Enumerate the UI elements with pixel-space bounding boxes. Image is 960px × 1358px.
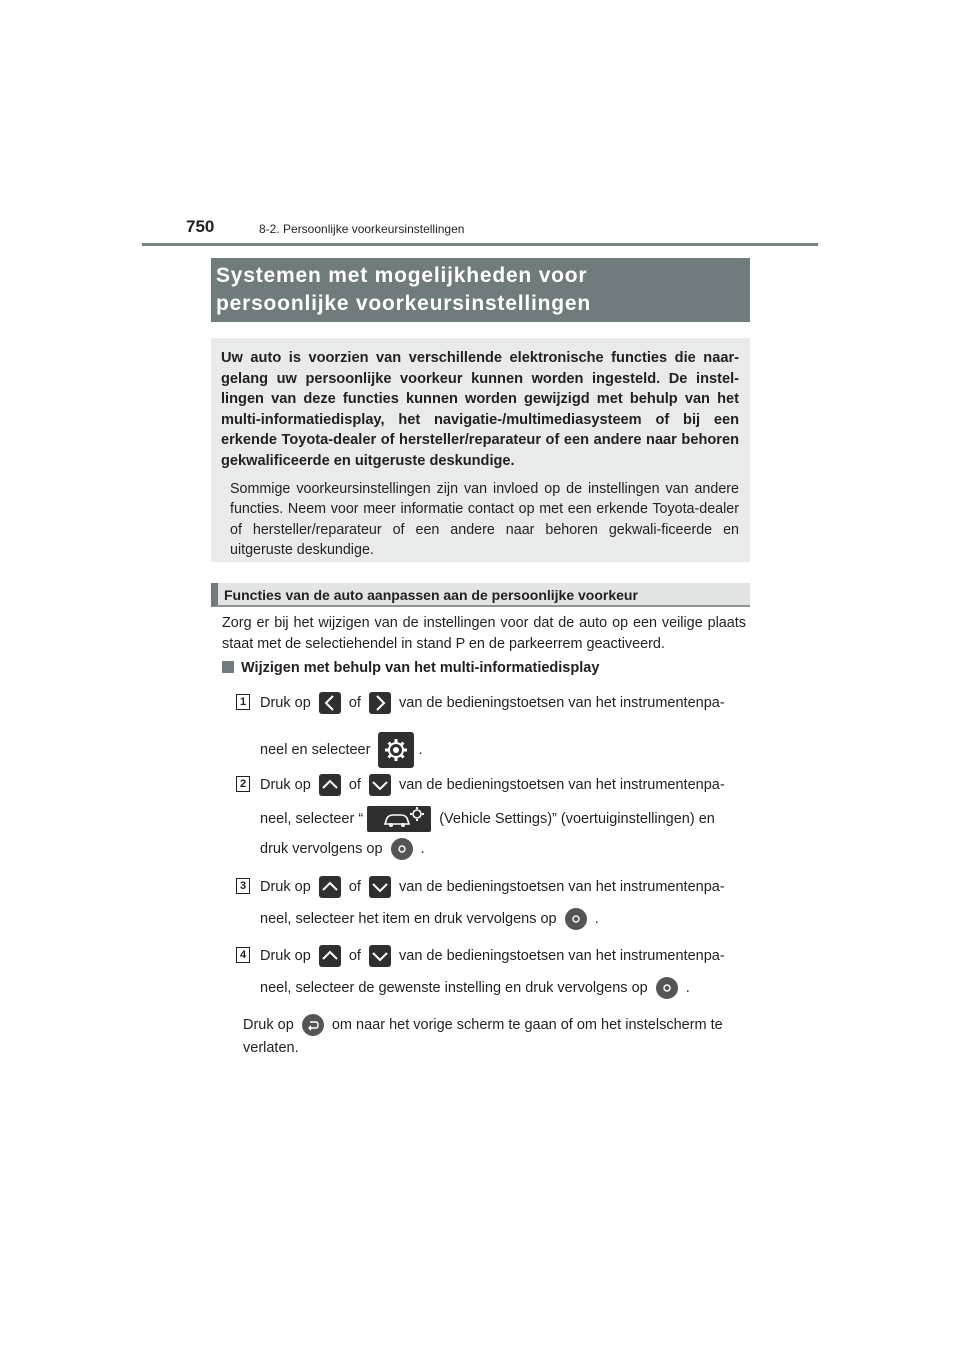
- step-4-text-b: of: [348, 947, 361, 964]
- step-1-text-c: van de bedieningstoetsen van het instrumentenpa-: [399, 694, 725, 711]
- closing-line-2: verlaten.: [243, 1040, 299, 1056]
- page-number: 750: [186, 217, 215, 236]
- step-1-text-a: Druk op: [260, 694, 311, 711]
- step-3-text-d: neel, selecteer het item en druk vervolgens op: [260, 910, 557, 927]
- intro-box: [211, 338, 750, 562]
- intro-bold-text: Uw auto is voorzien van verschillende elektronische functies die naar-gelang uw persoonlijke voorkeur kunnen worden ingesteld. De instel-lingen van deze functies kunnen worden gewijzigd met behulp van het multi-informatiedisplay, het navigatie-/multimediasysteem of bij een erkende Toyota-dealer of hersteller/reparateur of een andere naar behoren gekwalificeerde en uitgeruste deskundige.: [221, 350, 739, 469]
- header-rule: [142, 243, 818, 246]
- page-title-line-2: persoonlijke voorkeursinstellingen: [216, 292, 591, 315]
- chevron-up-icon: [319, 945, 341, 967]
- closing-text-a: Druk op: [243, 1016, 294, 1033]
- settings-gear-icon: [378, 732, 414, 768]
- step-number-4: 4: [236, 947, 250, 963]
- chevron-up-icon: [319, 876, 341, 898]
- step-4-line-2: [260, 977, 690, 999]
- bullet-square-icon: [222, 661, 234, 673]
- step-2-line-2: [260, 806, 715, 832]
- step-1-line-2: [260, 732, 423, 768]
- step-3-text-a: Druk op: [260, 878, 311, 895]
- step-number-1: 1: [236, 694, 250, 710]
- chevron-right-icon: [369, 692, 391, 714]
- step-number-2: 2: [236, 776, 250, 792]
- ok-button-icon: [391, 838, 413, 860]
- step-2-line-3: [260, 838, 425, 860]
- step-2-text-c: van de bedieningstoetsen van het instrumentenpa-: [399, 776, 725, 793]
- step-2-line-1: [260, 774, 725, 796]
- caution-paragraph: Zorg er bij het wijzigen van de instellingen voor dat de auto op een veilige plaats staat met de selectiehendel in stand P en de parkeerrem geactiveerd.: [222, 615, 746, 652]
- step-3-text-e: .: [594, 910, 599, 927]
- step-1-text-b: of: [348, 694, 361, 711]
- closing-text-b: om naar het vorige scherm te gaan of om het instelscherm te: [331, 1016, 723, 1033]
- page-title-line-1: Systemen met mogelijkheden voor: [216, 264, 588, 287]
- chevron-down-icon: [369, 945, 391, 967]
- intro-note-text: Sommige voorkeursinstellingen zijn van invloed op de instellingen van andere functies. Neem voor meer informatie contact op met een erkende Toyota-dealer of hersteller/reparateur of een andere naar behoren gekwali-ficeerde en uitgeruste deskundige.: [230, 480, 739, 559]
- step-2-text-b: of: [348, 776, 361, 793]
- section-reference: 8-2. Persoonlijke voorkeursinstellingen: [259, 222, 465, 236]
- page-title: [211, 258, 750, 322]
- step-2-text-e: (Vehicle Settings)” (voertuiginstellingen) en: [439, 810, 715, 827]
- bullet-heading: Wijzigen met behulp van het multi-informatiedisplay: [241, 660, 600, 676]
- closing-line-1: [243, 1014, 723, 1036]
- step-3-line-1: [260, 876, 725, 898]
- ok-button-icon: [565, 908, 587, 930]
- step-3-text-b: of: [348, 878, 361, 895]
- ok-button-icon: [656, 977, 678, 999]
- step-4-text-a: Druk op: [260, 947, 311, 964]
- step-1-line-1: [260, 692, 725, 714]
- step-2-text-a: Druk op: [260, 776, 311, 793]
- chevron-left-icon: [319, 692, 341, 714]
- step-1-text-d: neel en selecteer: [260, 741, 371, 758]
- step-3-line-2: [260, 908, 599, 930]
- step-4-text-e: .: [685, 979, 690, 996]
- bullet-heading-row: [222, 660, 599, 676]
- section-heading: Functies van de auto aanpassen aan de persoonlijke voorkeur: [211, 583, 750, 607]
- step-3-text-c: van de bedieningstoetsen van het instrumentenpa-: [399, 878, 725, 895]
- back-button-icon: [302, 1014, 324, 1036]
- step-4-text-d: neel, selecteer de gewenste instelling en druk vervolgens op: [260, 979, 648, 996]
- chevron-down-icon: [369, 876, 391, 898]
- step-4-line-1: [260, 945, 725, 967]
- chevron-up-icon: [319, 774, 341, 796]
- vehicle-settings-icon: [367, 806, 431, 832]
- step-1-text-e: .: [418, 741, 423, 758]
- step-2-text-g: .: [420, 840, 425, 857]
- step-number-3: 3: [236, 878, 250, 894]
- step-4-text-c: van de bedieningstoetsen van het instrumentenpa-: [399, 947, 725, 964]
- chevron-down-icon: [369, 774, 391, 796]
- step-2-text-d: neel, selecteer “: [260, 810, 364, 827]
- step-2-text-f: druk vervolgens op: [260, 840, 383, 857]
